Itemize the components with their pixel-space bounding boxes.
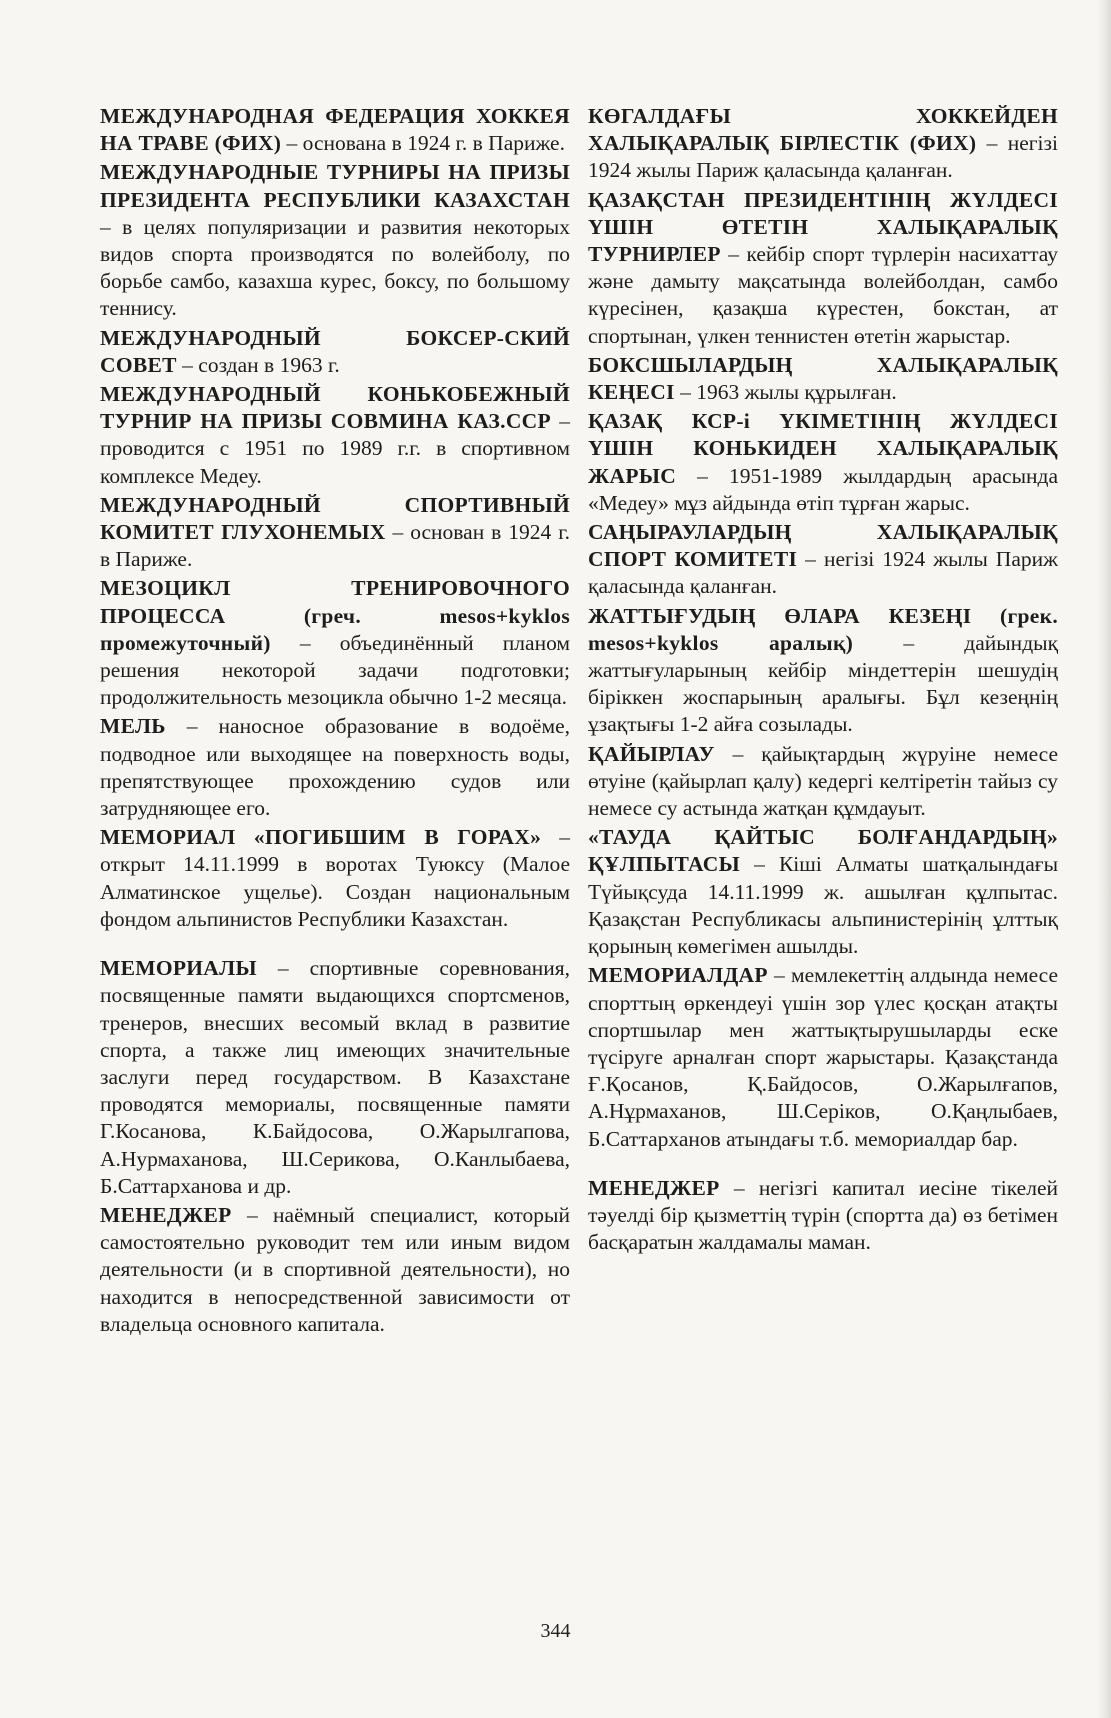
dictionary-entry: МЕМОРИАЛ «ПОГИБШИМ В ГОРАХ» – открыт 14.11.1999 в воротах Туюксу (Малое Алматинское ущелье). Создан национальным фондом альпинистов Республики Казахстан. — [100, 825, 570, 931]
entry-term: «ТАУДА ҚАЙТЫС БОЛҒАНДАРДЫҢ» ҚҰЛПЫТАСЫ — [588, 825, 1058, 877]
entry-definition: негізі 1924 жылы Париж қаласында қаланған. — [588, 547, 1058, 599]
russian-column — [100, 103, 570, 1340]
entry-term: ЖАТТЫҒУДЫҢ ӨЛАРА КЕЗЕҢІ (грек. mesos+kyklos аралық) — [588, 603, 1058, 655]
entry-definition: проводится с 1951 по 1989 г.г. в спортивном комплексе Медеу. — [100, 436, 570, 488]
dictionary-entry: БОКСШЫЛАРДЫҢ ХАЛЫҚАРАЛЫҚ КЕҢЕСІ – 1963 жылы құрылған. — [588, 352, 1058, 405]
entry-term: КӨГАЛДАҒЫ ХОККЕЙДЕН ХАЛЫҚАРАЛЫҚ БІРЛЕСТІК (ФИХ) — [588, 104, 1058, 156]
entry-term: МЕНЕДЖЕР — [100, 1202, 232, 1227]
dictionary-entry: МЕЖДУНАРОДНЫЕ ТУРНИРЫ НА ПРИЗЫ ПРЕЗИДЕНТА РЕСПУБЛИКИ КАЗАХСТАН – в целях популяризации и развития некоторых видов спорта производятся по волейболу, по борьбе самбо, казахша курес, боксу, по большому теннису. — [100, 160, 571, 321]
entry-term: ҚАЗАҚСТАН ПРЕЗИДЕНТІНІҢ ЖҮЛДЕСІ ҮШІН ӨТЕТІН ХАЛЫҚАРАЛЫҚ ТУРНИРЛЕР — [588, 187, 1058, 267]
entry-term: МЕЖДУНАРОДНАЯ ФЕДЕРАЦИЯ ХОККЕЯ НА ТРАВЕ (ФИХ) — [100, 104, 570, 156]
two-column-text — [100, 103, 1058, 1340]
entry-term: МЕЛЬ — [100, 714, 166, 739]
dictionary-entry: МЕНЕДЖЕР – наёмный специалист, который самостоятельно руководит тем или иным видом деятельности (и в спортивной деятельности), но находится в непосредственной зависимости от владельца основного капитала. — [100, 1202, 570, 1336]
kazakh-column — [588, 103, 1058, 1340]
entry-definition: кейбір спорт түрлерін насихаттау және дамыту мақсатында волейболдан, самбо күресінен, қазақша күрестен, бокстан, ат спортынан, үлкен теннистен өтетін жарыстар. — [588, 242, 1059, 348]
dictionary-entry: КӨГАЛДАҒЫ ХОККЕЙДЕН ХАЛЫҚАРАЛЫҚ БІРЛЕСТІК (ФИХ) – негізі 1924 жылы Париж қаласында қаланған. — [588, 104, 1058, 183]
entry-term: САҢЫРАУЛАРДЫҢ ХАЛЫҚАРАЛЫҚ СПОРТ КОМИТЕТІ — [588, 520, 1058, 572]
dictionary-entry: «ТАУДА ҚАЙТЫС БОЛҒАНДАРДЫҢ» ҚҰЛПЫТАСЫ – Кіші Алматы шатқалындағы Түйықсуда 14.11.1999 ж. ашылған құлпытас. Қазақстан Республикасы альпинистерінің ұлттық қорының көмегімен ашылды. — [588, 825, 1059, 959]
entry-term: МЕНЕДЖЕР — [588, 1175, 720, 1200]
dictionary-entry: ҚАЗАҚ КСР-і ҮКІМЕТІНІҢ ЖҮЛДЕСІ ҮШІН КОНЬКИДЕН ХАЛЫҚАРАЛЫҚ ЖАРЫС – 1951-1989 жылдардың арасында «Медеу» мұз айдында өтіп тұрған жарыс. — [588, 409, 1059, 515]
entry-definition: наёмный специалист, который самостоятельно руководит тем или иным видом деятельности (и в спортивной деятельности), но находится в непосредственной зависимости от владельца основного капитала. — [100, 1202, 570, 1336]
entry-term: МЕЖДУНАРОДНЫЙ СПОРТИВНЫЙ КОМИТЕТ ГЛУХОНЕМЫХ — [100, 492, 570, 545]
entry-term: ҚАЗАҚ КСР-і ҮКІМЕТІНІҢ ЖҮЛДЕСІ ҮШІН КОНЬКИДЕН ХАЛЫҚАРАЛЫҚ ЖАРЫС — [588, 409, 1058, 488]
dictionary-entry: МЕНЕДЖЕР – негізгі капитал иесіне тікелей тәуелді бір қызметтің түрін (спортта да) өз бетімен басқаратын жалдамалы маман. — [588, 1175, 1058, 1255]
entry-definition: основан в 1924 г. в Париже. — [100, 520, 570, 572]
entry-term: МЕЖДУНАРОДНЫЙ БОКСЕР-СКИЙ СОВЕТ — [100, 325, 570, 377]
entry-term: МЕЖДУНАРОДНЫЙ КОНЬКОБЕЖНЫЙ ТУРНИР НА ПРИЗЫ СОВМИНА КАЗ.ССР — [100, 382, 570, 434]
dictionary-entry: МЕЖДУНАРОДНАЯ ФЕДЕРАЦИЯ ХОККЕЯ НА ТРАВЕ (ФИХ) – основана в 1924 г. в Париже. — [100, 104, 570, 156]
dictionary-entry: МЕЖДУНАРОДНЫЙ КОНЬКОБЕЖНЫЙ ТУРНИР НА ПРИЗЫ СОВМИНА КАЗ.ССР – проводится с 1951 по 1989 г.г. в спортивном комплексе Медеу. — [100, 382, 570, 488]
entry-definition: 1963 жылы құрылған. — [696, 380, 897, 405]
page-number: 344 — [540, 1620, 571, 1642]
entry-definition: открыт 14.11.1999 в воротах Туюксу (Малое Алматинское ущелье). Создан национальным фондом альпинистов Республики Казахстан. — [100, 852, 570, 931]
entry-definition: спортивные соревнования, посвященные памяти выдающихся спортсменов, тренеров, внесших весомый вклад в развитие спорта, а также лиц имеющих значительные заслуги перед государством. В Казахстане проводятся мемориалы, посвященные памяти Г.Косанова, К.Байдосова, О.Жарылгапова, А.Нурмаханова, Ш.Серикова, О.Канлыбаева, Б.Саттарханова и др. — [100, 956, 571, 1198]
dictionary-entry: ҚАЗАҚСТАН ПРЕЗИДЕНТІНІҢ ЖҮЛДЕСІ ҮШІН ӨТЕТІН ХАЛЫҚАРАЛЫҚ ТУРНИРЛЕР – кейбір спорт түрлерін насихаттау және дамыту мақсатында волейболдан, самбо күресінен, қазақша күрестен, бокстан, ат спортынан, үлкен теннистен өтетін жарыстар. — [588, 187, 1059, 348]
entry-definition: дайындық жаттығуларының кейбір міндеттерін шешудің біріккен жоспарының аралығы. Бұл кезеңнің ұзақтығы 1-2 айға созылады. — [588, 630, 1059, 737]
dictionary-entry: ҚАЙЫРЛАУ – қайықтардың жүруіне немесе өтуіне (қайырлап қалу) кедергі келтіретін тайыз су немесе су астында жатқан құмдауыт. — [588, 741, 1058, 821]
entry-definition: создан в 1963 г. — [198, 352, 340, 377]
entry-definition: 1951-1989 жылдардың арасында «Медеу» мұз айдында өтіп тұрған жарыс. — [588, 463, 1059, 515]
entry-definition: мемлекеттің алдында немесе спорттың өркендеуі үшін зор үлес қосқан атақты спортшылар мен жаттықтырушыларды еске түсіруге арналған спорт жарыстары. Қазақстанда Ғ.Қосанов, Қ.Байдосов, О.Жарылғапов, А.Нұрмаханов, Ш.Серіков, О.Қаңлыбаев, Б.Саттарханов атындағы т.б. мемориалдар бар. — [588, 963, 1059, 1151]
entry-definition: негізгі капитал иесіне тікелей тәуелді бір қызметтің түрін (спортта да) өз бетімен басқаратын жалдамалы маман. — [588, 1175, 1058, 1255]
entry-term: МЕМОРИАЛЫ — [100, 956, 257, 981]
entry-term: МЕЖДУНАРОДНЫЕ ТУРНИРЫ НА ПРИЗЫ ПРЕЗИДЕНТА РЕСПУБЛИКИ КАЗАХСТАН — [100, 160, 570, 212]
dictionary-entry: САҢЫРАУЛАРДЫҢ ХАЛЫҚАРАЛЫҚ СПОРТ КОМИТЕТІ – негізі 1924 жылы Париж қаласында қаланған. — [588, 520, 1058, 599]
entry-definition: основана в 1924 г. в Париже. — [302, 131, 565, 156]
dictionary-entry: МЕМОРИАЛДАР – мемлекеттің алдында немесе спорттың өркендеуі үшін зор үлес қосқан атақты спортшылар мен жаттықтырушыларды еске түсіруге арналған спорт жарыстары. Қазақстанда Ғ.Қосанов, Қ.Байдосов, О.Жарылғапов, А.Нұрмаханов, Ш.Серіков, О.Қаңлыбаев, Б.Саттарханов атындағы т.б. мемориалдар бар. — [588, 963, 1059, 1151]
entry-term: МЕМОРИАЛДАР — [588, 963, 768, 988]
entry-definition: негізі 1924 жылы Париж қаласында қаланған. — [588, 131, 1058, 183]
dictionary-entry: МЕМОРИАЛЫ – спортивные соревнования, посвященные памяти выдающихся спортсменов, тренеров, внесших весомый вклад в развитие спорта, а также лиц имеющих значительные заслуги перед государством. В Казахстане проводятся мемориалы, посвященные памяти Г.Косанова, К.Байдосова, О.Жарылгапова, А.Нурмаханова, Ш.Серикова, О.Канлыбаева, Б.Саттарханова и др. — [100, 956, 571, 1198]
entry-term: БОКСШЫЛАРДЫҢ ХАЛЫҚАРАЛЫҚ КЕҢЕСІ — [588, 352, 1058, 405]
dictionary-entry: МЕЗОЦИКЛ ТРЕНИРОВОЧНОГО ПРОЦЕССА (греч. mesos+kyklos промежуточный) – объединённый планом решения некоторой задачи подготовки; продолжительность мезоцикла обычно 1-2 месяца. — [100, 576, 571, 710]
entry-definition: объединённый планом решения некоторой задачи подготовки; продолжительность мезоцикла обычно 1-2 месяца. — [100, 630, 571, 710]
entry-definition: қайықтардың жүруіне немесе өтуіне (қайырлап қалу) кедергі келтіретін тайыз су немесе су астында жатқан құмдауыт. — [588, 741, 1058, 821]
entry-definition: наносное образование в водоёме, подводное или выходящее на поверхность воды, препятствующее прохождению судов или затрудняющее его. — [100, 714, 570, 821]
entry-definition: в целях популяризации и развития некоторых видов спорта производятся по волейболу, по борьбе самбо, казахша курес, боксу, по большому теннису. — [100, 214, 571, 321]
dictionary-entry: ЖАТТЫҒУДЫҢ ӨЛАРА КЕЗЕҢІ (грек. mesos+kyklos аралық) – дайындық жаттығуларының кейбір міндеттерін шешудің біріккен жоспарының аралығы. Бұл кезеңнің ұзақтығы 1-2 айға созылады. — [588, 603, 1059, 737]
dictionary-entry: МЕЖДУНАРОДНЫЙ БОКСЕР-СКИЙ СОВЕТ – создан в 1963 г. — [100, 325, 570, 377]
dictionary-entry: МЕЖДУНАРОДНЫЙ СПОРТИВНЫЙ КОМИТЕТ ГЛУХОНЕМЫХ – основан в 1924 г. в Париже. — [100, 492, 570, 572]
dictionary-entry: МЕЛЬ – наносное образование в водоёме, подводное или выходящее на поверхность воды, препятствующее прохождению судов или затрудняющее его. — [100, 714, 570, 821]
entry-definition: Кіші Алматы шатқалындағы Түйықсуда 14.11.1999 ж. ашылған құлпытас. Қазақстан Республикасы альпинистерінің ұлттық қорының көмегімен ашылды. — [588, 852, 1059, 959]
entry-term: ҚАЙЫРЛАУ — [588, 741, 715, 766]
entry-term: МЕЗОЦИКЛ ТРЕНИРОВОЧНОГО ПРОЦЕССА (греч. mesos+kyklos промежуточный) — [100, 576, 570, 655]
entry-term: МЕМОРИАЛ «ПОГИБШИМ В ГОРАХ» — [100, 825, 542, 850]
page-edge-shadow — [1097, 0, 1111, 1718]
